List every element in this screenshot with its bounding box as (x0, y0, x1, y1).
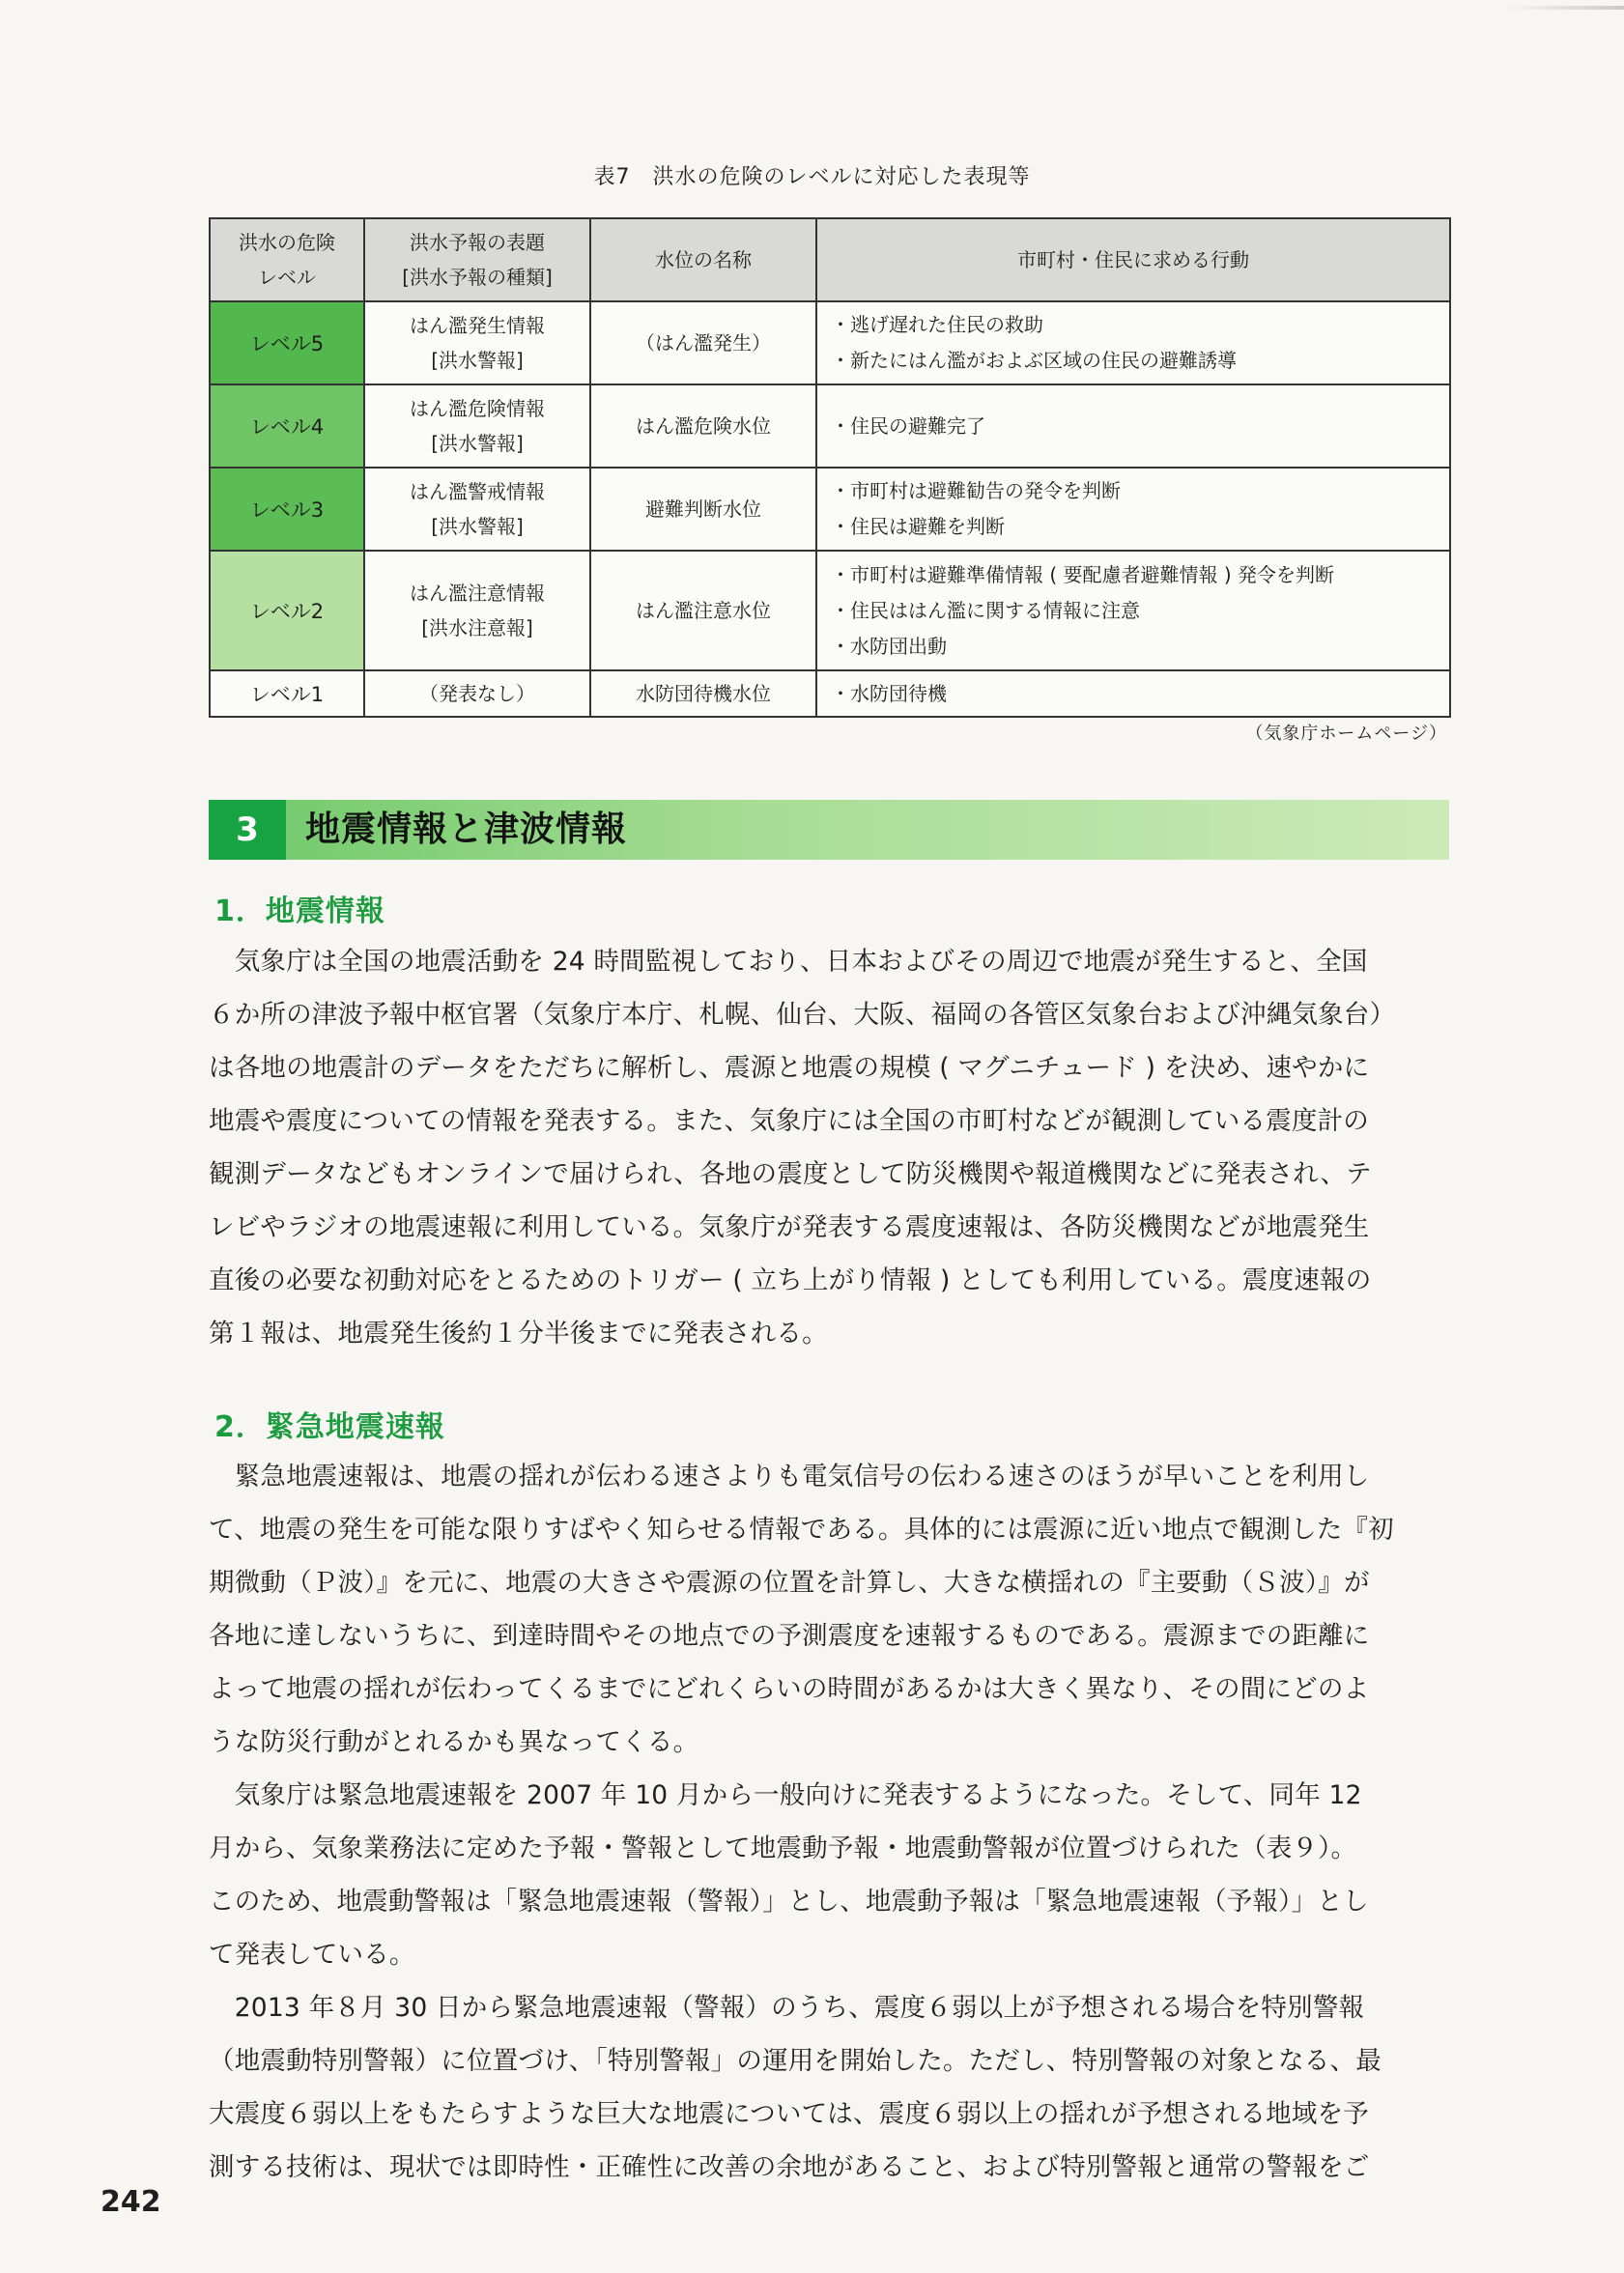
text-line: このため、地震動警報は「緊急地震速報（警報）」とし、地震動予報は「緊急地震速報（予報）」とし (209, 1887, 1369, 1917)
level-cell: レベル5 (210, 301, 364, 384)
text-line: ６か所の津波予報中枢官署（気象庁本庁、札幌、仙台、大阪、福岡の各管区気象台および沖縄気象台） (209, 1000, 1396, 1030)
text-line: 直後の必要な初動対応をとるためのトリガー ( 立ち上がり情報 ) としても利用している。震度速報の (209, 1265, 1372, 1295)
table-row (210, 468, 1450, 551)
page-number: 242 (100, 2185, 161, 2219)
text-line: は各地の地震計のデータをただちに解析し、震源と地震の規模 ( マグニチュード ) を決め、速やかに (209, 1053, 1370, 1083)
text-line: 2013 年８月 30 日から緊急地震速報（警報）のうち、震度６弱以上が予想される場合を特別警報 (209, 1993, 1365, 2023)
text-line: て、地震の発生を可能な限りすばやく知らせる情報である。具体的には震源に近い地点で観測した『初 (209, 1515, 1394, 1545)
text-line: 月から、気象業務法に定めた予報・警報として地震動予報・地震動警報が位置づけられた（表９）。 (209, 1833, 1357, 1863)
text-line: 観測データなどもオンラインで届けられ、各地の震度として防災機関や報道機関などに発表され、テ (209, 1159, 1372, 1189)
header-forecast: 洪水予報の表題 [洪水予報の種類] (364, 218, 590, 301)
forecast-line: [洪水警報] (431, 349, 524, 372)
text-line: 緊急地震速報は、地震の揺れが伝わる速さよりも電気信号の伝わる速さのほうが早いことを利用し (209, 1462, 1370, 1492)
action-cell (816, 551, 1450, 670)
forecast-line: [洪水警報] (431, 432, 524, 455)
text-line: 測する技術は、現状では即時性・正確性に改善の余地があること、および特別警報と通常の警報をご (209, 2152, 1370, 2182)
action-cell (816, 670, 1450, 717)
level-cell: レベル3 (210, 468, 364, 551)
forecast-cell (364, 551, 590, 670)
section-number: 3 (209, 800, 286, 860)
forecast-line: はん濫警戒情報 (410, 480, 545, 503)
subsection-heading-earthquake-info: 1．地震情報 (214, 895, 385, 928)
level-cell: レベル4 (210, 384, 364, 468)
table-header-row (210, 218, 1450, 301)
level-cell: レベル1 (210, 670, 364, 717)
table-row (210, 551, 1450, 670)
text-line: 気象庁は緊急地震速報を 2007 年 10 月から一般向けに発表するようになった。そして、同年 12 (209, 1780, 1362, 1810)
level-cell: レベル2 (210, 551, 364, 670)
table-caption: 表7 洪水の危険のレベルに対応した表現等 (593, 165, 1031, 189)
text-line: 地震や震度についての情報を発表する。また、気象庁には全国の市町村などが観測している震度計の (209, 1106, 1369, 1136)
text-line: 各地に達しないうちに、到達時間やその地点での予測震度を速報するものである。震源までの距離に (209, 1621, 1370, 1651)
water-level-cell: はん濫危険水位 (590, 384, 816, 468)
forecast-cell (364, 468, 590, 551)
forecast-line: はん濫危険情報 (410, 397, 545, 420)
action-item: ・住民ははん濫に関する情報に注意 (831, 598, 1140, 622)
forecast-cell (364, 384, 590, 468)
text-line: レビやラジオの地震速報に利用している。気象庁が発表する震度速報は、各防災機関などが地震発生 (209, 1212, 1370, 1242)
table-row (210, 384, 1450, 468)
forecast-line: はん濫注意情報 (410, 582, 545, 605)
water-level-cell: はん濫注意水位 (590, 551, 816, 670)
forecast-line: はん濫発生情報 (410, 314, 545, 337)
water-level-cell: 避難判断水位 (590, 468, 816, 551)
section-title: 地震情報と津波情報 (305, 810, 628, 849)
forecast-line: [洪水注意報] (421, 616, 533, 639)
table-row (210, 670, 1450, 717)
table-row (210, 301, 1450, 384)
forecast-line: [洪水警報] (431, 515, 524, 538)
forecast-cell (364, 670, 590, 717)
flood-level-table (209, 217, 1451, 718)
subsection-heading-eew: 2．緊急地震速報 (214, 1410, 445, 1444)
action-item: ・水防団出動 (831, 634, 947, 658)
text-line: 第１報は、地震発生後約１分半後までに発表される。 (209, 1319, 828, 1349)
action-item: ・市町村は避難準備情報 ( 要配慮者避難情報 ) 発令を判断 (831, 562, 1335, 586)
header-level: 洪水の危険 レベル (210, 218, 364, 301)
forecast-cell (364, 301, 590, 384)
text-line: うな防災行動がとれるかも異なってくる。 (209, 1727, 699, 1757)
forecast-line: （発表なし） (419, 682, 535, 705)
text-line: 大震度６弱以上をもたらすような巨大な地震については、震度６弱以上の揺れが予想される地域を予 (209, 2099, 1369, 2129)
action-item: ・市町村は避難勧告の発令を判断 (831, 479, 1121, 502)
paragraph-earthquake-info (209, 935, 1449, 1360)
text-line: 気象庁は全国の地震活動を 24 時間監視しており、日本およびその周辺で地震が発生すると、全国 (209, 947, 1368, 977)
action-item: ・水防団待機 (831, 681, 947, 705)
header-action: 市町村・住民に求める行動 (816, 218, 1450, 301)
action-cell (816, 384, 1450, 468)
text-line: て発表している。 (209, 1940, 415, 1970)
action-item: ・住民は避難を判断 (831, 515, 1005, 538)
text-line: （地震動特別警報）に位置づけ、「特別警報」の運用を開始した。ただし、特別警報の対象となる、最 (209, 2046, 1382, 2076)
table-source-note: （気象庁ホームページ） (1245, 724, 1447, 744)
water-level-cell: 水防団待機水位 (590, 670, 816, 717)
action-item: ・逃げ遅れた住民の救助 (831, 313, 1043, 336)
text-line: よって地震の揺れが伝わってくるまでにどれくらいの時間があるかは大きく異なり、その間にどのよ (209, 1674, 1370, 1704)
paragraph-eew (209, 1450, 1449, 2194)
page-edge-mark (1508, 6, 1624, 10)
text-line: 期微動（Ｐ波）』を元に、地震の大きさや震源の位置を計算し、大きな横揺れの『主要動（Ｓ波）』が (209, 1568, 1370, 1598)
action-item: ・新たにはん濫がおよぶ区域の住民の避難誘導 (831, 349, 1237, 372)
water-level-cell: （はん濫発生） (590, 301, 816, 384)
action-cell (816, 301, 1450, 384)
action-cell (816, 468, 1450, 551)
action-item: ・住民の避難完了 (831, 413, 985, 438)
header-water-level: 水位の名称 (590, 218, 816, 301)
